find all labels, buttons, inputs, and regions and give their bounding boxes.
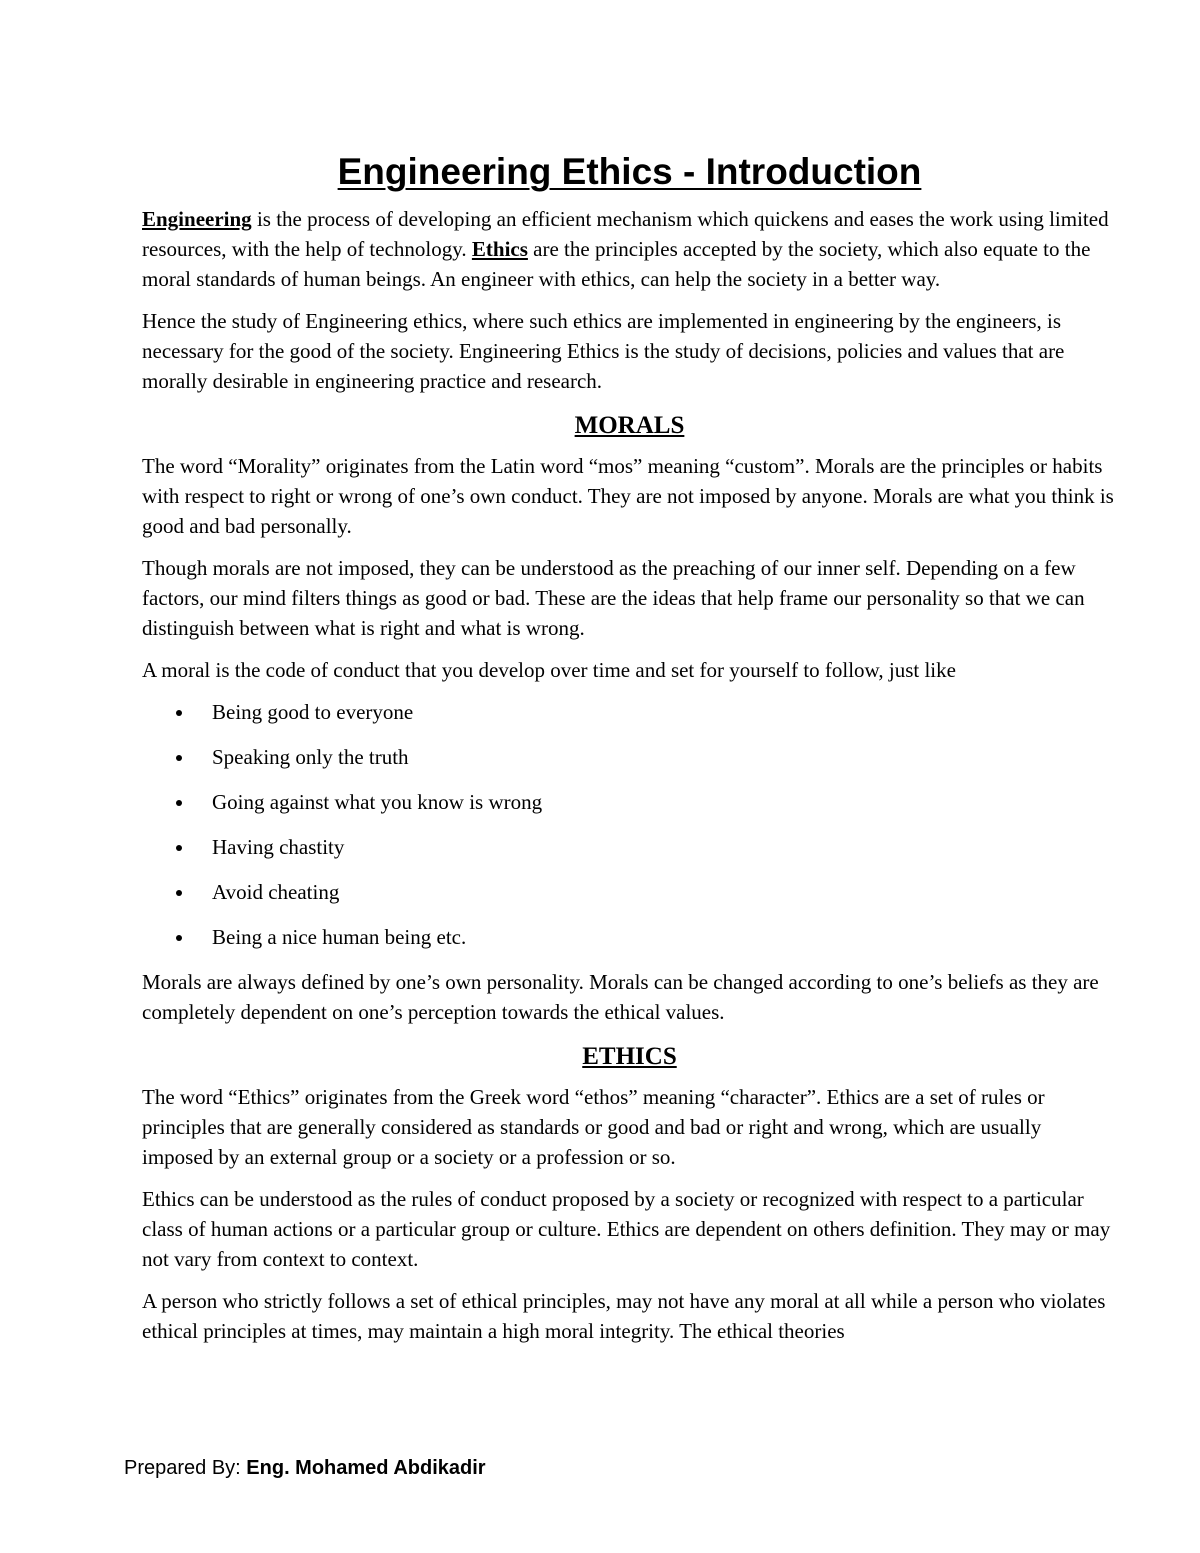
list-item xyxy=(142,832,1117,862)
morals-heading: MORALS xyxy=(574,412,685,439)
list-item xyxy=(142,787,1117,817)
bullet-icon xyxy=(176,800,182,806)
list-item-text: Being good to everyone xyxy=(212,700,414,724)
list-item-text: Speaking only the truth xyxy=(212,745,409,769)
intro-text-2: are the principles accepted by the society, which also equate to the moral standards of human beings. An engineer with ethics, can help the society in a better way. xyxy=(142,237,1091,291)
morals-paragraph-1: The word “Morality” originates from the Latin word “mos” meaning “custom”. Morals are the principles or habits with respect to right or wrong of one’s own conduct. They are not imposed by anyone. Morals are what you think is good and bad personally. xyxy=(142,454,1114,538)
list-item-text: Having chastity xyxy=(212,835,345,859)
bullet-icon xyxy=(176,845,182,851)
intro-paragraph-1 xyxy=(142,204,1117,294)
list-item xyxy=(142,697,1117,727)
morals-paragraph-4: Morals are always defined by one’s own personality. Morals can be changed according to one’s beliefs as they are completely dependent on one’s perception towards the ethical values. xyxy=(142,970,1099,1024)
list-item-text: Going against what you know is wrong xyxy=(212,790,543,814)
ethics-heading: ETHICS xyxy=(582,1043,677,1070)
bullet-icon xyxy=(176,890,182,896)
page-footer xyxy=(124,1457,486,1480)
intro-text-1: is the process of developing an efficient mechanism which quickens and eases the work using limited resources, with the help of technology. xyxy=(142,207,1109,261)
footer-label: Prepared By: xyxy=(124,1457,247,1479)
morals-paragraph-3: A moral is the code of conduct that you develop over time and set for yourself to follow, just like xyxy=(142,658,956,682)
intro-paragraph-2: Hence the study of Engineering ethics, where such ethics are implemented in engineering by the engineers, is necessary for the good of the society. Engineering Ethics is the study of decisions, policies and values that are morally desirable in engineering practice and research. xyxy=(142,309,1065,393)
ethics-paragraph-3: A person who strictly follows a set of ethical principles, may not have any moral at all while a person who violates ethical principles at times, may maintain a high moral integrity. The ethical theories xyxy=(142,1289,1106,1343)
morals-list xyxy=(142,697,1117,952)
list-item xyxy=(142,922,1117,952)
footer-author: Eng. Mohamed Abdikadir xyxy=(246,1457,486,1479)
ethics-paragraph-2: Ethics can be understood as the rules of conduct proposed by a society or recognized with respect to a particular class of human actions or a particular group or culture. Ethics are dependent on others definition. They may or may not vary from context to context. xyxy=(142,1187,1111,1271)
bullet-icon xyxy=(176,755,182,761)
document-title: Engineering Ethics - Introduction xyxy=(337,151,922,192)
ethics-paragraph-1: The word “Ethics” originates from the Greek word “ethos” meaning “character”. Ethics are a set of rules or principles that are generally considered as standards or good and bad or right and wrong, which are usually imposed by an external group or a society or a profession or so. xyxy=(142,1085,1045,1169)
list-item-text: Avoid cheating xyxy=(212,880,340,904)
bullet-icon xyxy=(176,710,182,716)
list-item xyxy=(142,742,1117,772)
document-body xyxy=(142,146,1117,1358)
list-item xyxy=(142,877,1117,907)
term-ethics: Ethics xyxy=(471,237,528,261)
term-engineering: Engineering xyxy=(142,207,252,231)
bullet-icon xyxy=(176,935,182,941)
morals-paragraph-2: Though morals are not imposed, they can be understood as the preaching of our inner self. Depending on a few factors, our mind filters things as good or bad. These are the ideas that help frame our personality so that we can distinguish between what is right and what is wrong. xyxy=(142,556,1085,640)
list-item-text: Being a nice human being etc. xyxy=(212,925,467,949)
